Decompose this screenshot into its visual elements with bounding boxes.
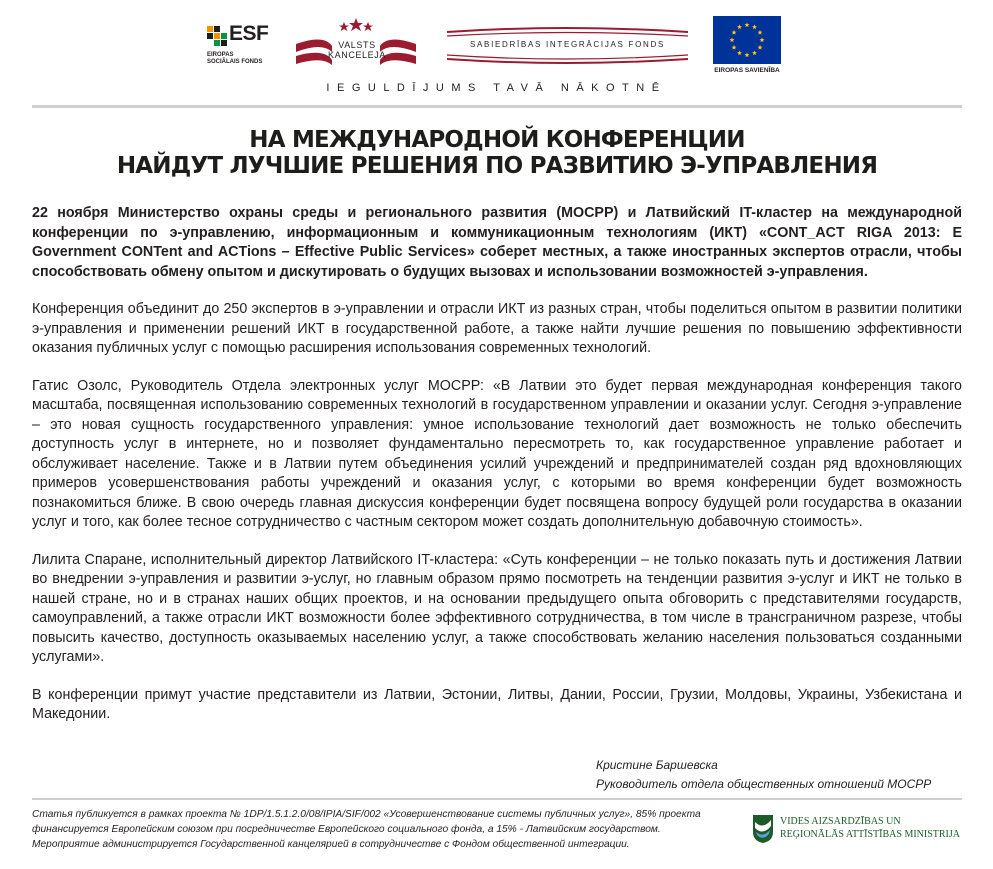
varam-logo (752, 814, 964, 848)
header-divider (32, 105, 962, 108)
page-title (32, 127, 962, 179)
esf-wordmark: ESF (229, 22, 269, 45)
sif-text: SABIEDRĪBAS INTEGRĀCIJAS FONDS (469, 40, 666, 49)
valsts-kanceleja-logo (292, 16, 420, 76)
esf-mark-icon (207, 26, 227, 48)
eu-star-icon (760, 37, 765, 42)
eu-star-icon (758, 45, 763, 50)
eu-star-icon (758, 30, 763, 35)
varam-emblem-icon (752, 814, 774, 844)
footer-line-3: Мероприятие администрируется Государственной канцелярией в сотрудничестве с Фондом общественной интеграции. (32, 839, 630, 850)
logo-header (0, 0, 993, 94)
eu-star-icon (732, 30, 737, 35)
eu-star-icon (745, 52, 750, 57)
varam-line-2: REĢIONĀLĀS ATTĪSTĪBAS MINISTRIJA (780, 829, 961, 840)
eu-star-icon (745, 22, 750, 27)
eu-star-icon (732, 45, 737, 50)
signature (596, 756, 931, 794)
sif-logo (445, 26, 690, 66)
paragraph: Конференция объединит до 250 экспертов в э-управлении и отрасли ИКТ из разных стран, чтобы поделиться опытом в развитии политики э-управления и применении решений ИКТ в государственной работе, а также найти лучшие решения по повышению эффективности оказания публичных услуг с помощью расширения использования современных технологий. (32, 301, 962, 356)
eu-star-icon (737, 50, 742, 55)
eu-star-icon (752, 50, 757, 55)
article-body (32, 204, 962, 743)
footer-line-2: финансируется Европейским союзом при посредничестве Европейского социального фонда, а 15% - Латвийским государством. (32, 824, 661, 835)
signature-name: Кристине Баршевска (596, 758, 718, 772)
footer-note (32, 807, 732, 852)
varam-line-1: VIDES AIZSARDZĪBAS UN (780, 816, 901, 827)
signature-role: Руководитель отдела общественных отношений МОСРР (596, 777, 932, 791)
footer-divider (32, 798, 962, 800)
eu-star-icon (752, 24, 757, 29)
esf-subtitle: EIROPAS SOCIĀLAIS FONDS (207, 52, 263, 65)
eu-text: EIROPAS SAVIENĪBA (714, 67, 780, 74)
eu-stars-icon (713, 16, 781, 64)
footer-line-1: Статья публикуется в рамках проекта № 1DP/1.5.1.2.0/08/IPIA/SIF/002 «Усовершенствование системы публичных услуг», 85% проекта (32, 809, 701, 820)
eu-flag-icon (713, 16, 781, 64)
title-line-1: НА МЕЖДУНАРОДНОЙ КОНФЕРЕНЦИИ (249, 127, 745, 153)
varam-text (780, 815, 960, 841)
eu-star-icon (737, 24, 742, 29)
lead-paragraph: 22 ноября Министерство охраны среды и регионального развития (МОСРР) и Латвийский IT-кластер на международной конференции по э-управлению, информационным и коммуникационным технологиям (ИКТ) «CONT_ACT RIGA 2013: E Government CONTent and ACTions – Effective Public Services» соберет местных, а также иностранных экспертов отрасли, чтобы способствовать обмену опытом и дискутировать о будущих вызовах и использовании возможностей э-управления. (32, 205, 962, 280)
eu-star-icon (730, 37, 735, 42)
valsts-kanceleja-text: VALSTS KANCELEJA (328, 40, 386, 60)
eu-logo (713, 16, 781, 78)
title-line-2: НАЙДУТ ЛУЧШИЕ РЕШЕНИЯ ПО РАЗВИТИЮ Э-УПРАВЛЕНИЯ (116, 153, 878, 179)
tagline: IEGULDĪJUMS TAVĀ NĀKOTNĒ (326, 82, 667, 94)
paragraph: Гатис Озолс, Руководитель Отдела электронных услуг МОСРР: «В Латвии это будет первая международная конференция такого масштаба, посвященная использованию современных технологий в государственном управлении и оказании услуг. Сегодня э-управление – это новая сущность государственного управления: умное использование технологий дает возможность не только обеспечить доступность услуг в интернете, но и позволяет фундаментально пересмотреть то, как государственное управление работает и обслуживает население. Также и в Латвии путем объединения усилий учреждений и предпринимателей создан ряд вдохновляющих примеров усовершенствования работы учреждений и оказания услуг, с которыми во время конференции будет возможность познакомиться ближе. В свою очередь главная дискуссия конференции будет посвящена вопросу будущей роли государства в оказании услуг и того, как более тесное сотрудничество с частным сектором может создать дополнительную добавочную стоимость». (32, 377, 962, 530)
paragraph: В конференции примут участие представители из Латвии, Эстонии, Литвы, Дании, России, Грузии, Молдовы, Украины, Узбекистана и Македонии. (32, 686, 962, 722)
esf-logo (207, 22, 277, 72)
paragraph: Лилита Спаране, исполнительный директор Латвийского IT-кластера: «Суть конференции – не только показать путь и достижения Латвии во внедрении э-управления и развитии э-услуг, но главным образом прямо посмотреть на тенденции развития э-услуг и ИКТ не только в нашей стране, но и в странах наших общих проектов, и на основании предыдущего опыта обговорить с представителями государств, самоуправлений, а также отрасли ИКТ возможности более эффективного сотрудничества, в том числе в трансграничном разрезе, чтобы повысить качество, доступность оказываемых населению услуг, а также способствовать желанию населения пользоваться созданными услугами». (32, 551, 962, 665)
